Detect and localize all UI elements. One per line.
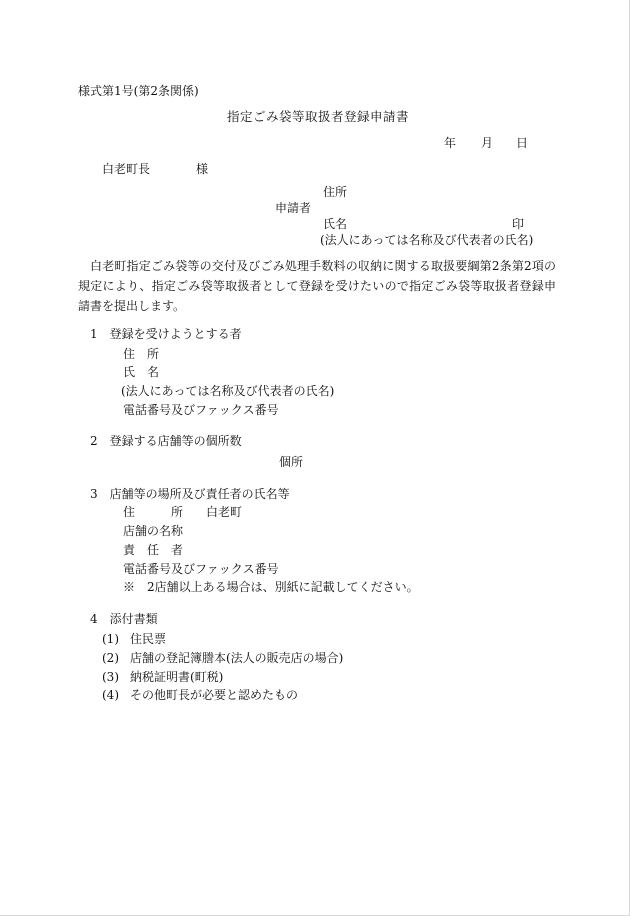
- attachment-number: (1): [102, 632, 119, 646]
- section3-heading: 3 店舗等の場所及び責任者の氏名等: [90, 487, 290, 501]
- form-number: 様式第1号(第2条関係): [78, 84, 199, 98]
- section3-address-label: 住 所: [123, 505, 184, 519]
- section3-address-value: 白老町: [206, 505, 243, 519]
- section3-phone-fax: 電話番号及びファックス番号: [123, 562, 279, 576]
- seal-label: 印: [512, 217, 525, 231]
- date-day: 日: [516, 136, 529, 150]
- attachment-text: 住民票: [130, 632, 167, 646]
- date-month: 月: [481, 136, 494, 150]
- applicant-address-label: 住所: [323, 185, 348, 199]
- attachment-text: その他町長が必要と認めたもの: [130, 688, 299, 702]
- date-year: 年: [444, 136, 457, 150]
- attachment-text: 店舗の登記簿謄本(法人の販売店の場合): [130, 651, 344, 665]
- applicant-label: 申請者: [275, 201, 312, 215]
- body-paragraph: 白老町指定ごみ袋等の交付及びごみ処理手数料の収納に関する取扱要綱第2条第2項の規定により、指定ごみ袋等取扱者として登録を受けたいので指定ごみ袋等取扱者登録申請書を提出します。: [78, 259, 556, 313]
- applicant-corp-note: (法人にあっては名称及び代表者の氏名): [320, 233, 534, 247]
- section1-name: 氏 名: [123, 365, 160, 379]
- section1-corp-note: (法人にあっては名称及び代表者の氏名): [121, 384, 335, 398]
- section1-address: 住 所: [123, 347, 160, 361]
- section4-heading: 4 添付書類: [90, 612, 158, 626]
- applicant-name-label: 氏名: [323, 217, 348, 231]
- section2-heading: 2 登録する店舗等の個所数: [90, 434, 242, 448]
- section3-store-name: 店舗の名称: [123, 524, 184, 538]
- attachment-number: (3): [102, 670, 119, 684]
- attachment-number: (4): [102, 688, 119, 702]
- section3-note: ※ 2店舗以上ある場合は、別紙に記載してください。: [123, 580, 419, 594]
- document-title: 指定ごみ袋等取扱者登録申請書: [227, 109, 410, 124]
- addressee-name: 白老町長: [102, 162, 151, 176]
- attachment-number: (2): [102, 651, 119, 665]
- addressee-honorific: 様: [196, 162, 209, 176]
- section1-phone-fax: 電話番号及びファックス番号: [123, 403, 279, 417]
- section1-heading: 1 登録を受けようとする者: [90, 327, 242, 341]
- section2-unit: 個所: [279, 455, 304, 469]
- section3-manager: 責 任 者: [123, 543, 184, 557]
- attachment-text: 納税証明書(町税): [130, 670, 224, 684]
